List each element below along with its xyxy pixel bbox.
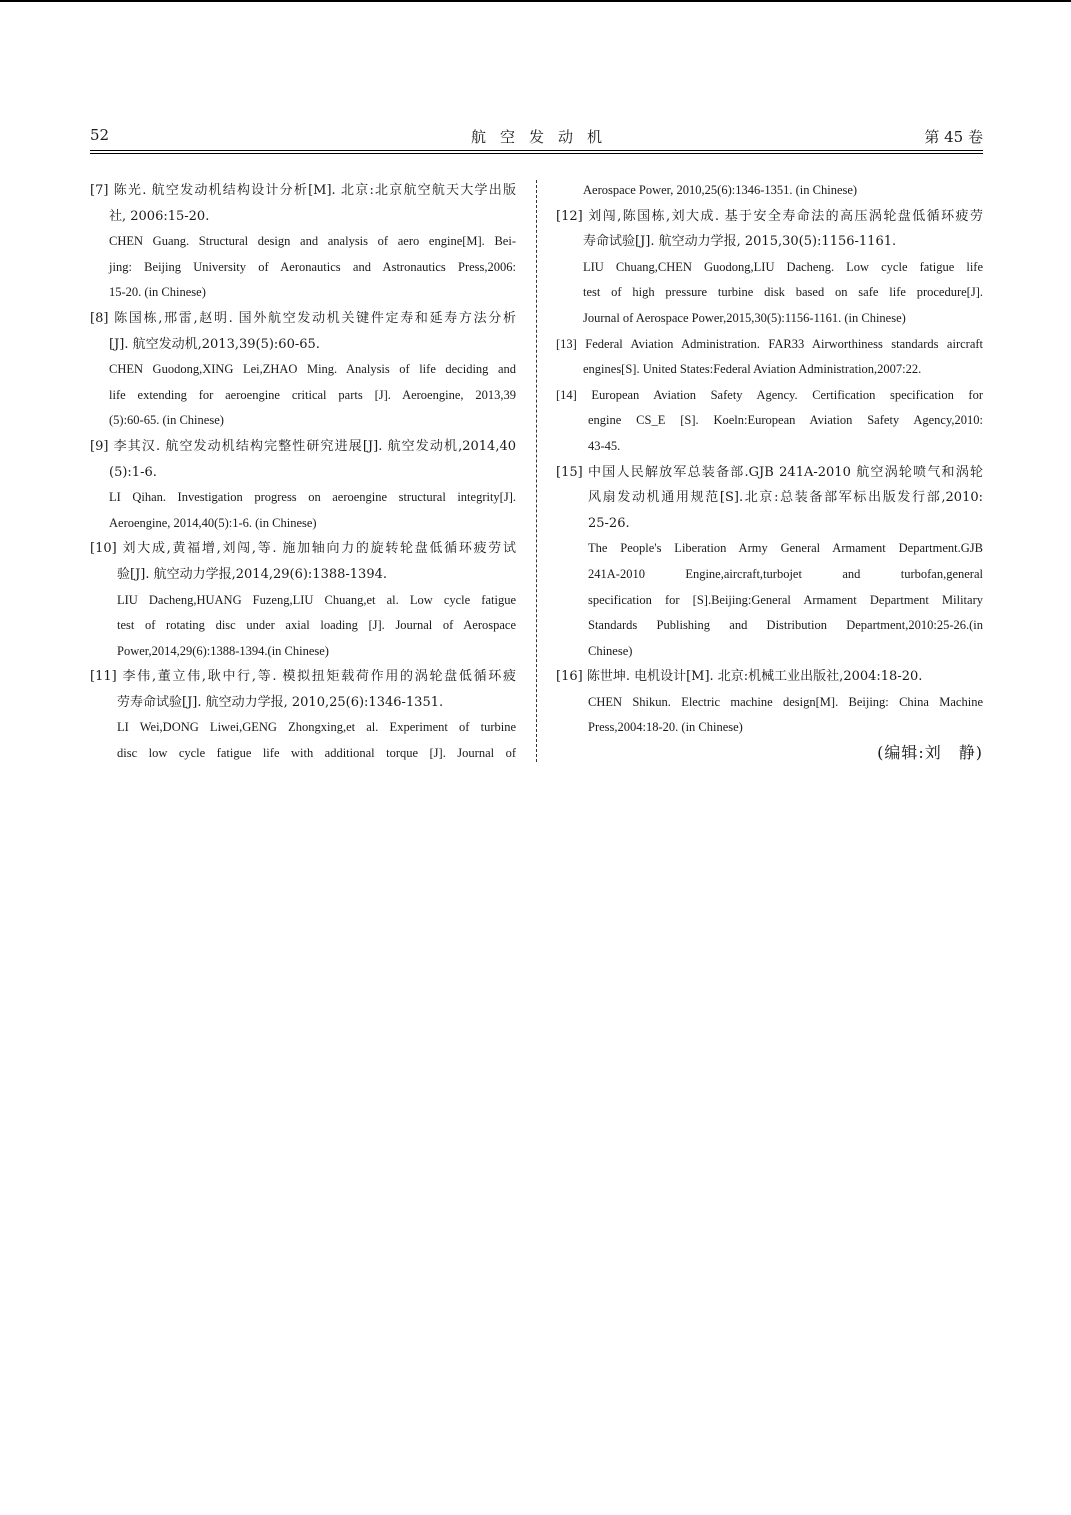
reference-line: 验[J]. 航空动力学报,2014,29(6):1388-1394.	[117, 566, 387, 582]
reference-line: LI Qihan. Investigation progress on aeroengine structural integrity[J].	[109, 490, 516, 505]
reference-line: [7] 陈光. 航空发动机结构设计分析[M]. 北京:北京航空航天大学出版	[90, 183, 516, 198]
references-right-column	[556, 178, 983, 741]
reference-line: 社, 2006:15-20.	[109, 208, 210, 224]
reference-entry-r9	[90, 434, 516, 536]
reference-line: Chinese)	[588, 643, 633, 658]
header-rule-bottom	[90, 153, 983, 154]
reference-line: Press,2004:18-20. (in Chinese)	[588, 720, 743, 735]
column-divider	[536, 180, 537, 762]
reference-line: (5):60-65. (in Chinese)	[109, 413, 224, 428]
reference-line: [14] European Aviation Safety Agency. Certification specification for	[556, 387, 983, 402]
page-number: 52	[90, 126, 110, 144]
reference-line: CHEN Guodong,XING Lei,ZHAO Ming. Analysis of life deciding and	[109, 362, 516, 377]
page-header	[90, 126, 983, 148]
reference-line: 25-26.	[588, 515, 630, 531]
reference-line: 241A-2010 Engine,aircraft,turbojet and turbofan,general	[588, 566, 983, 581]
reference-line: test of high pressure turbine disk based on safe life procedure[J].	[583, 285, 983, 300]
reference-line: Aerospace Power, 2010,25(6):1346-1351. (in Chinese)	[583, 183, 858, 197]
reference-line: LI Wei,DONG Liwei,GENG Zhongxing,et al. Experiment of turbine	[117, 720, 516, 735]
reference-line: [8] 陈国栋,邢雷,赵明. 国外航空发动机关键件定寿和延寿方法分析	[90, 310, 516, 326]
reference-line: The People's Liberation Army General Armament Department.GJB	[588, 541, 983, 556]
reference-line: [9] 李其汉. 航空发动机结构完整性研究进展[J]. 航空发动机,2014,40	[90, 438, 516, 454]
reference-line: [J]. 航空发动机,2013,39(5):60-65.	[109, 336, 320, 352]
reference-entry-r15	[556, 460, 983, 665]
reference-line: LIU Chuang,CHEN Guodong,LIU Dacheng. Low cycle fatigue life	[583, 259, 983, 274]
reference-entry-r12	[556, 204, 983, 332]
reference-line: engines[S]. United States:Federal Aviation Administration,2007:22.	[583, 362, 922, 377]
reference-line: [12] 刘闯,陈国栋,刘大成. 基于安全寿命法的高压涡轮盘低循环疲劳	[556, 208, 983, 224]
reference-line: [13] Federal Aviation Administration. FAR33 Airworthiness standards aircraft	[556, 336, 983, 351]
reference-line: Journal of Aerospace Power,2015,30(5):1156-1161. (in Chinese)	[583, 310, 906, 325]
reference-entry-r8	[90, 306, 516, 434]
header-rule-top	[90, 150, 983, 151]
reference-line: [10] 刘大成,黄福增,刘闯,等. 施加轴向力的旋转轮盘低循环疲劳试	[90, 541, 516, 557]
reference-line: [16] 陈世坤. 电机设计[M]. 北京:机械工业出版社,2004:18-20.	[556, 669, 923, 685]
reference-line: 风扇发动机通用规范[S].北京:总装备部军标出版发行部,2010:	[588, 490, 983, 506]
top-border-rule	[0, 0, 1071, 2]
reference-line: LIU Dacheng,HUANG Fuzeng,LIU Chuang,et al. Low cycle fatigue	[117, 592, 516, 607]
reference-line: Aeroengine, 2014,40(5):1-6. (in Chinese)	[109, 515, 317, 530]
reference-entry-r11	[90, 664, 516, 766]
reference-line: 劳寿命试验[J]. 航空动力学报, 2010,25(6):1346-1351.	[117, 694, 444, 710]
reference-entry-r14	[556, 383, 983, 460]
reference-line: test of rotating disc under axial loading [J]. Journal of Aerospace	[117, 618, 516, 633]
reference-line: disc low cycle fatigue life with additional torque [J]. Journal of	[117, 746, 516, 761]
reference-line: jing: Beijing University of Aeronautics and Astronautics Press,2006:	[109, 259, 516, 274]
reference-entry-r7	[90, 178, 516, 306]
editor-note: (编辑:刘 静)	[877, 743, 983, 762]
volume-label: 第 45 卷	[924, 128, 983, 146]
references-left-column	[90, 178, 516, 767]
reference-entry-r16	[556, 664, 983, 741]
reference-line: specification for [S].Beijing:General Armament Department Military	[588, 592, 983, 607]
reference-line: 寿命试验[J]. 航空动力学报, 2015,30(5):1156-1161.	[583, 234, 897, 250]
reference-entry-r11b	[556, 178, 983, 204]
reference-line: CHEN Shikun. Electric machine design[M]. Beijing: China Machine	[588, 694, 983, 709]
reference-line: Power,2014,29(6):1388-1394.(in Chinese)	[117, 643, 329, 658]
reference-line: engine CS_E [S]. Koeln:European Aviation Safety Agency,2010:	[588, 413, 983, 428]
reference-line: 15-20. (in Chinese)	[109, 285, 206, 300]
reference-line: life extending for aeroengine critical parts [J]. Aeroengine, 2013,39	[109, 387, 516, 402]
reference-entry-r10	[90, 536, 516, 664]
reference-line: [11] 李伟,董立伟,耿中行,等. 模拟扭矩载荷作用的涡轮盘低循环疲	[90, 669, 516, 685]
reference-entry-r13	[556, 332, 983, 383]
reference-line: CHEN Guang. Structural design and analysis of aero engine[M]. Bei-	[109, 234, 516, 249]
reference-line: 43-45.	[588, 438, 621, 453]
reference-line: [15] 中国人民解放军总装备部.GJB 241A-2010 航空涡轮喷气和涡轮	[556, 464, 983, 480]
reference-line: (5):1-6.	[109, 464, 157, 480]
reference-line: Standards Publishing and Distribution Department,2010:25-26.(in	[588, 618, 983, 633]
journal-title: 航空发动机	[470, 128, 616, 146]
